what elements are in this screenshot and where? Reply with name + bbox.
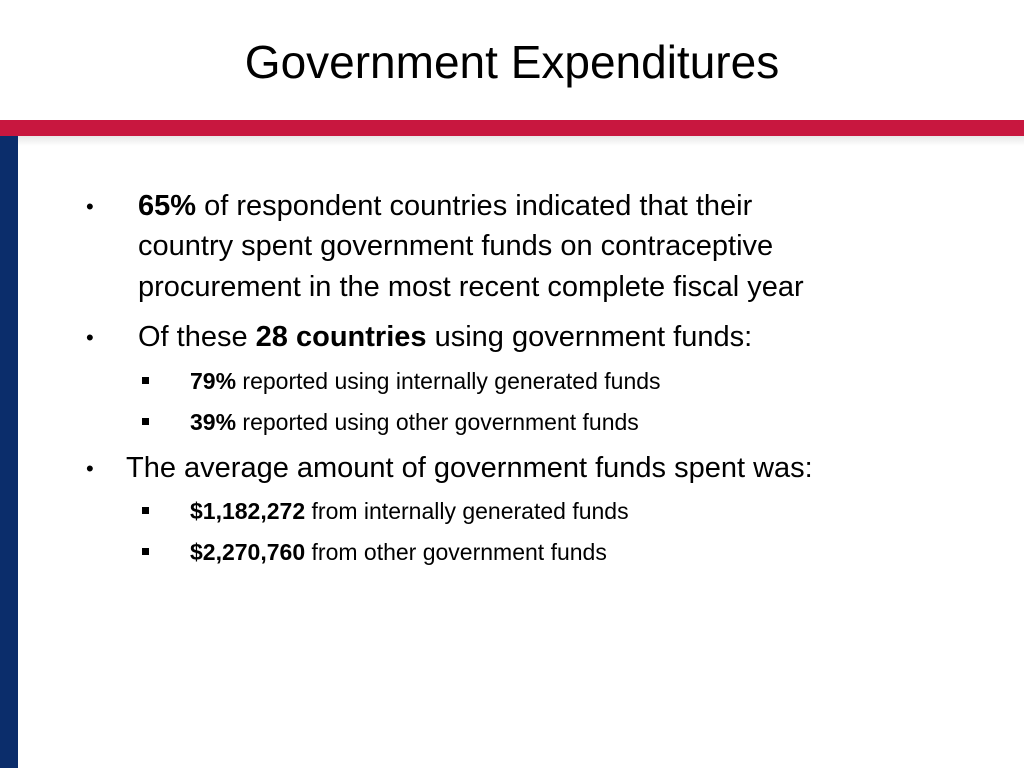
bullet-2-suffix: using government funds:: [426, 321, 753, 353]
sub-bold: $2,270,760: [190, 539, 306, 565]
slide-title: Government Expenditures: [244, 36, 780, 88]
square-bullet-icon: [142, 418, 149, 425]
square-bullet-icon: [142, 548, 149, 555]
bullet-2-sub-2: [190, 407, 639, 437]
accent-red-bar: [0, 120, 1024, 136]
accent-blue-bar: [0, 136, 18, 768]
sub-bold: 79%: [190, 368, 237, 394]
square-bullet-icon: [142, 507, 149, 514]
bullet-1-line-2: country spent government funds on contraceptive: [138, 230, 774, 262]
sub-text: reported using internally generated funds: [236, 368, 661, 394]
bullet-3-sub-2: [190, 537, 607, 567]
bullet-3: The average amount of government funds spent was:: [126, 452, 813, 484]
bullet-2: [138, 317, 752, 357]
sub-bold: 39%: [190, 409, 237, 435]
bullet-2-sub-1: [190, 366, 661, 396]
bullet-dot-icon: •: [86, 194, 94, 219]
bullet-1-line-1: [138, 186, 752, 226]
sub-text: from internally generated funds: [305, 498, 629, 524]
divider-shadow: [18, 136, 1024, 146]
bullet-1-line-3: procurement in the most recent complete fiscal year: [138, 271, 804, 303]
bullet-3-sub-1: [190, 496, 629, 526]
bullet-dot-icon: •: [86, 456, 94, 481]
sub-bold: $1,182,272: [190, 498, 306, 524]
bullet-1-bold: 65%: [138, 190, 197, 222]
bullet-2-prefix: Of these: [138, 321, 256, 353]
bullet-dot-icon: •: [86, 325, 94, 350]
square-bullet-icon: [142, 377, 149, 384]
bullet-1-text: of respondent countries indicated that their: [196, 190, 753, 222]
sub-text: reported using other government funds: [236, 409, 639, 435]
bullet-2-bold: 28 countries: [255, 321, 427, 353]
sub-text: from other government funds: [305, 539, 607, 565]
